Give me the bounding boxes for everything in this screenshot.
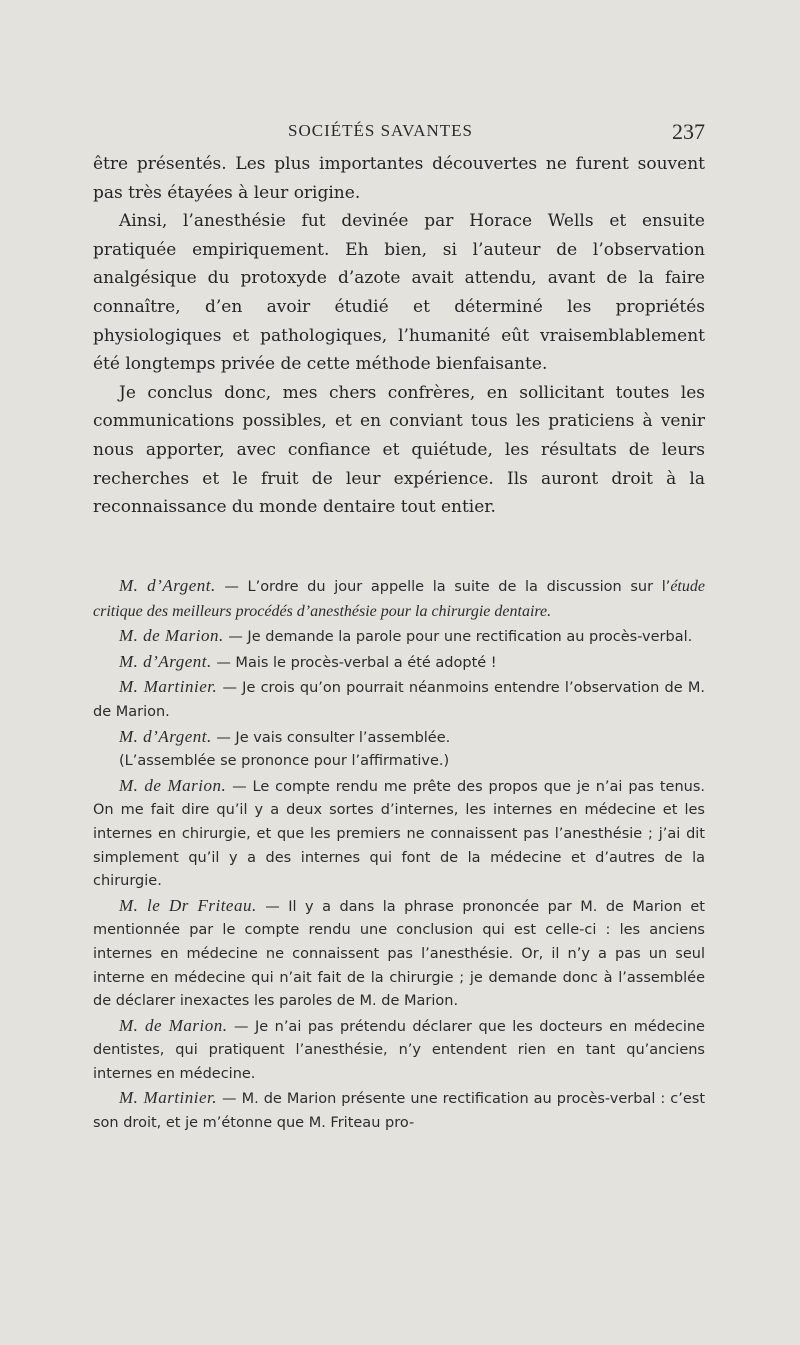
discussion-title: étude critique des meilleurs procédés d’anesthésie pour la chirurgie dentaire.	[93, 578, 705, 620]
speech: — M. de Marion présente une rectification au procès-verbal : c’est son droit, et je m’étonne que M. Friteau pro-	[93, 1091, 705, 1132]
debate-entry-4	[93, 675, 705, 724]
speech: — Je crois qu’on pourrait néanmoins entendre l’observation de M. de Marion.	[93, 680, 705, 720]
speaker: M. Martinier.	[119, 1088, 218, 1108]
debate-entry-7	[93, 774, 705, 894]
speech: — Je n’ai pas prétendu déclarer que les docteurs en médecine dentistes, qui pratiquent l’anesthésie, n’y entendent rien en tant qu’anciens internes en médecine.	[93, 1018, 705, 1082]
speech: — L’ordre du jour appelle la suite de la discussion sur l’	[215, 579, 671, 595]
body-text	[93, 150, 705, 522]
speaker: M. d’Argent.	[119, 726, 212, 746]
paragraph-2: Ainsi, l’anesthésie fut devinée par Horace Wells et ensuite pratiquée empiriquement. Eh bien, si l’auteur de l’observation analgésique du protoxyde d’azote avait attendu, avant de la faire connaître, d’en avoir étudié et déterminé les propriétés physiologiques et pathologiques, l’humanité eût vraisemblablement été longtemps privée de cette méthode bienfaisante.	[93, 211, 705, 375]
debate-entry-9	[93, 1014, 705, 1087]
debate-entry-8	[93, 894, 705, 1014]
debate-entry-6	[93, 750, 705, 774]
speaker: M. de Marion.	[119, 775, 227, 795]
speaker: M. le Dr Friteau.	[119, 895, 257, 915]
assembly-note: (L’assemblée se prononce pour l’affirmative.)	[119, 753, 450, 770]
speaker: M. d’Argent.	[119, 576, 216, 595]
speaker: M. d’Argent.	[119, 651, 212, 671]
debate-entry-2	[93, 624, 705, 650]
speaker: M. Martinier.	[119, 677, 218, 697]
debate-entry-3	[93, 650, 705, 676]
speech: — Le compte rendu me prête des propos que je n’ai pas tenus. On me fait dire qu’il y a deux sortes d’internes, les internes en médecine et les internes en chirurgie, et que les premiers ne connaissent pas l’anesthésie ; j’ai dit simplement qu’il y a des internes qui font de la médecine et d’autres de la chirurgie.	[93, 778, 705, 890]
debate-entry-10	[93, 1086, 705, 1135]
paragraph-1: être présentés. Les plus importantes découvertes ne furent souvent pas très étayées à leur origine.	[93, 154, 705, 203]
paragraph-3: Je conclus donc, mes chers confrères, en sollicitant toutes les communications possibles, et en conviant tous les praticiens à venir nous apporter, avec confiance et quiétude, les résultats de leurs recherches et le fruit de leur expérience. Ils auront droit à la reconnaissance du monde dentaire tout entier.	[93, 382, 705, 518]
speech: — Il y a dans la phrase prononcée par M. de Marion et mentionnée par le compte rendu une conclusion qui est celle-ci : les anciens internes en médecine ne connaissent pas l’anesthésie. Or, il n’y a pas un seul interne en médecine qui n’ait fait de la chirurgie ; je demande donc à l’assemblée de déclarer inexactes les paroles de M. de Marion.	[93, 898, 705, 1010]
debate-entry-1	[93, 574, 705, 624]
running-title: SOCIÉTÉS SAVANTES	[288, 121, 473, 140]
speech: — Je demande la parole pour une rectification au procès-verbal.	[223, 629, 693, 646]
speaker: M. de Marion.	[119, 626, 224, 646]
page-number: 237	[672, 119, 705, 144]
speech: — Mais le procès-verbal a été adopté !	[211, 654, 497, 671]
page-header	[93, 119, 705, 145]
debate-entry-5	[93, 725, 705, 751]
speech: — Je vais consulter l’assemblée.	[211, 729, 451, 746]
debate-transcript	[93, 574, 705, 1136]
speaker: M. de Marion.	[119, 1015, 228, 1035]
